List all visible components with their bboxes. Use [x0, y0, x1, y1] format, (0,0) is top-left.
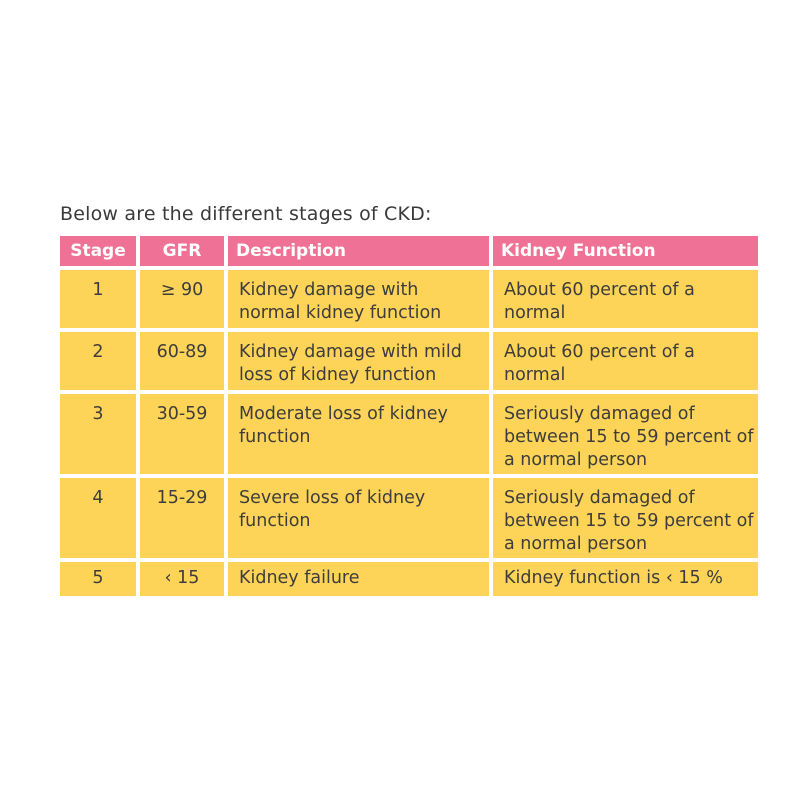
gfr-cell: ‹ 15	[140, 562, 224, 596]
table-row	[60, 394, 758, 474]
kidney-function-cell: About 60 percent of a normal	[493, 332, 758, 390]
ckd-stages-table	[56, 232, 762, 600]
table-row	[60, 332, 758, 390]
description-cell: Severe loss of kidney function	[228, 478, 489, 558]
header-description: Description	[228, 236, 489, 266]
gfr-cell: 15-29	[140, 478, 224, 558]
header-kidney-function: Kidney Function	[493, 236, 758, 266]
table-row	[60, 562, 758, 596]
stage-cell: 2	[60, 332, 136, 390]
table-header-row	[60, 236, 758, 266]
kidney-function-cell: Seriously damaged of between 15 to 59 percent of a normal person	[493, 478, 758, 558]
description-cell: Kidney failure	[228, 562, 489, 596]
header-stage: Stage	[60, 236, 136, 266]
table-row	[60, 270, 758, 328]
kidney-function-cell: Seriously damaged of between 15 to 59 percent of a normal person	[493, 394, 758, 474]
stage-cell: 4	[60, 478, 136, 558]
kidney-function-cell: About 60 percent of a normal	[493, 270, 758, 328]
kidney-function-cell: Kidney function is ‹ 15 %	[493, 562, 758, 596]
table-intro-text: Below are the different stages of CKD:	[60, 203, 432, 225]
stage-cell: 5	[60, 562, 136, 596]
header-gfr: GFR	[140, 236, 224, 266]
gfr-cell: 60-89	[140, 332, 224, 390]
description-cell: Kidney damage with normal kidney function	[228, 270, 489, 328]
description-cell: Moderate loss of kidney function	[228, 394, 489, 474]
stage-cell: 1	[60, 270, 136, 328]
stage-cell: 3	[60, 394, 136, 474]
gfr-cell: 30-59	[140, 394, 224, 474]
description-cell: Kidney damage with mild loss of kidney function	[228, 332, 489, 390]
table-row	[60, 478, 758, 558]
gfr-cell: ≥ 90	[140, 270, 224, 328]
